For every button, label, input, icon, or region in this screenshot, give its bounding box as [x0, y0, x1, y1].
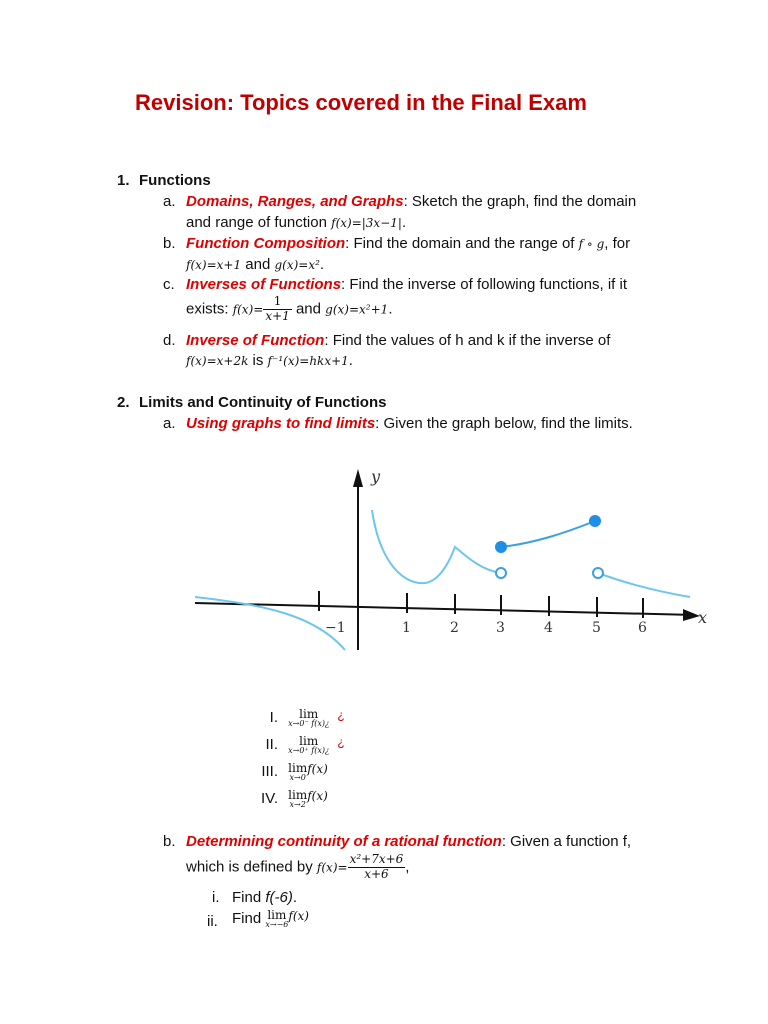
item-2b-ii-lim: lim [267, 908, 287, 922]
item-1d-math1: f(x)=x+2k [186, 354, 249, 368]
tick-label-1: 1 [402, 620, 411, 636]
item-2b-label: b. [163, 833, 176, 850]
item-1c-end: . [388, 300, 393, 318]
item-2a-topic: Using graphs to find limits [186, 415, 376, 432]
curve-middle-branch [372, 510, 501, 583]
closed-point-x3 [495, 541, 507, 553]
limit-1-sub: x→0⁻ f(x)¿ [288, 719, 330, 728]
item-1d-line1 [186, 332, 610, 349]
item-1d-text: : Find the values of h and k if the inverse of [324, 332, 611, 349]
limit-4-expr [288, 789, 307, 809]
item-2b-line2 [186, 853, 409, 882]
item-1d-is: is [252, 352, 264, 369]
item-1a-math: f(x)=|3x−1| [331, 216, 402, 230]
limit-row-4 [244, 789, 328, 809]
limit-4-number: IV. [261, 789, 278, 807]
item-1d-line2 [186, 352, 353, 369]
x-axis-ticks [319, 591, 643, 618]
item-1c-line1 [186, 276, 627, 293]
item-2b-ii-text: Find [232, 909, 266, 927]
item-1d-topic: Inverse of Function [186, 332, 325, 349]
item-1b-math2: f(x)=x+1 [186, 258, 242, 272]
limit-row-1 [244, 708, 345, 728]
item-2b-denominator: x+6 [364, 866, 389, 881]
y-axis-label: y [371, 467, 381, 486]
page-title: Revision: Topics covered in the Final Exam [135, 90, 587, 115]
item-1c-lhs: f(x)= [232, 302, 264, 317]
tick-label-6: 6 [638, 620, 647, 636]
section-1-number: 1. [117, 172, 130, 189]
item-1c-math2: g(x)=x²+1 [325, 302, 389, 317]
item-2b-ii-sub: x→−6 [265, 920, 289, 929]
item-1c-numerator: 1 [263, 295, 291, 310]
item-1a-text2: and range of function [186, 214, 327, 231]
item-1d-math2: f⁻¹(x)=hkx+1 [267, 354, 349, 368]
item-2b-i-label: i. [212, 889, 220, 906]
item-2b-ii-label: ii. [207, 913, 218, 930]
item-1d-label: d. [163, 332, 176, 349]
item-1b-math3: g(x)=x² [274, 258, 320, 272]
limit-row-3 [244, 762, 328, 782]
item-1a-line2 [186, 214, 406, 231]
tick-label-3: 3 [496, 620, 505, 636]
item-2b-i-value: f(-6) [265, 889, 293, 906]
limit-1-expr [288, 708, 329, 728]
limit-row-2 [244, 735, 345, 755]
item-1b-line1 [186, 235, 630, 252]
item-1a-text: : Sketch the graph, find the domain [403, 193, 637, 210]
item-2b-i-end: . [292, 889, 298, 906]
item-1b-math1: f ∘ g [578, 237, 605, 251]
item-1a-line1 [186, 193, 636, 210]
open-point-x3 [496, 568, 506, 578]
limit-3-lim: lim [288, 761, 308, 775]
limit-3-number: III. [261, 762, 278, 780]
item-2b-topic: Determining continuity of a rational function [186, 833, 502, 850]
item-2b-fraction [348, 853, 406, 882]
item-2b-ii [232, 909, 309, 929]
tick-label-2: 2 [450, 620, 459, 636]
item-1c-label: c. [163, 276, 175, 293]
tick-label-neg1: −1 [325, 620, 346, 636]
item-2b-line1 [186, 833, 631, 850]
item-1c-exists: exists: [186, 300, 229, 318]
limit-3-sub: x→0 [289, 773, 306, 782]
y-axis-arrow [353, 469, 363, 487]
item-2b-lhs: f(x)= [316, 860, 348, 875]
curve-right-branch [598, 573, 690, 597]
item-1b-text: : Find the domain and the range of [345, 235, 575, 252]
item-1b-for: , for [604, 235, 631, 252]
item-2b-text: : Given a function f, [501, 833, 632, 850]
item-2b-text2: which is defined by [186, 858, 313, 876]
item-1b-topic: Function Composition [186, 235, 346, 252]
tick-label-5: 5 [592, 620, 601, 636]
limit-4-sub: x→2 [289, 800, 306, 809]
item-1c-text: : Find the inverse of following functions, if it [341, 276, 628, 293]
item-2b-ii-limit [265, 909, 288, 929]
item-1c-and: and [295, 300, 321, 318]
curve-segment-3-to-5 [501, 521, 595, 547]
limit-1-number: I. [269, 708, 278, 726]
item-1a-label: a. [163, 193, 176, 210]
closed-point-x5 [589, 515, 601, 527]
section-2-title: Limits and Continuity of Functions [139, 394, 387, 411]
item-1b-line2 [186, 256, 324, 273]
limit-2-sub: x→0⁺ f(x)¿ [288, 746, 330, 755]
item-2b-end: , [405, 858, 410, 876]
limit-1-mark: ¿ [337, 708, 345, 722]
limit-3-fx: f(x) [307, 762, 328, 776]
item-1c-fraction [263, 295, 291, 324]
item-2a-line1 [186, 415, 633, 432]
item-1c-denominator: x+1 [265, 308, 290, 323]
item-2b-ii-fx: f(x) [288, 909, 309, 923]
item-2b-i [232, 889, 297, 906]
item-1c-topic: Inverses of Functions [186, 276, 342, 293]
item-2a-text: : Given the graph below, find the limits. [375, 415, 633, 432]
limit-2-mark: ¿ [337, 735, 345, 749]
limit-2-number: II. [265, 735, 278, 753]
item-1a-end: . [401, 214, 407, 231]
limit-4-fx: f(x) [307, 789, 328, 803]
limit-3-expr [288, 762, 307, 782]
limit-4-lim: lim [288, 788, 308, 802]
item-1b-label: b. [163, 235, 176, 252]
item-2b-numerator: x²+7x+6 [349, 852, 404, 866]
open-point-x5 [593, 568, 603, 578]
item-2a-label: a. [163, 415, 176, 432]
item-1b-end: . [319, 256, 325, 273]
section-1-title: Functions [139, 172, 211, 189]
tick-label-4: 4 [544, 620, 553, 636]
limit-2-lim: lim [299, 734, 319, 748]
x-axis-label: x [698, 608, 708, 627]
item-1d-end: . [348, 352, 353, 369]
item-2b-i-text: Find [232, 889, 266, 906]
section-2-number: 2. [117, 394, 130, 411]
item-1a-topic: Domains, Ranges, and Graphs [186, 193, 404, 210]
item-1c-line2 [186, 295, 392, 324]
item-1b-and: and [245, 256, 271, 273]
function-graph [195, 455, 725, 655]
limit-2-expr [288, 735, 329, 755]
limit-1-lim: lim [299, 707, 319, 721]
